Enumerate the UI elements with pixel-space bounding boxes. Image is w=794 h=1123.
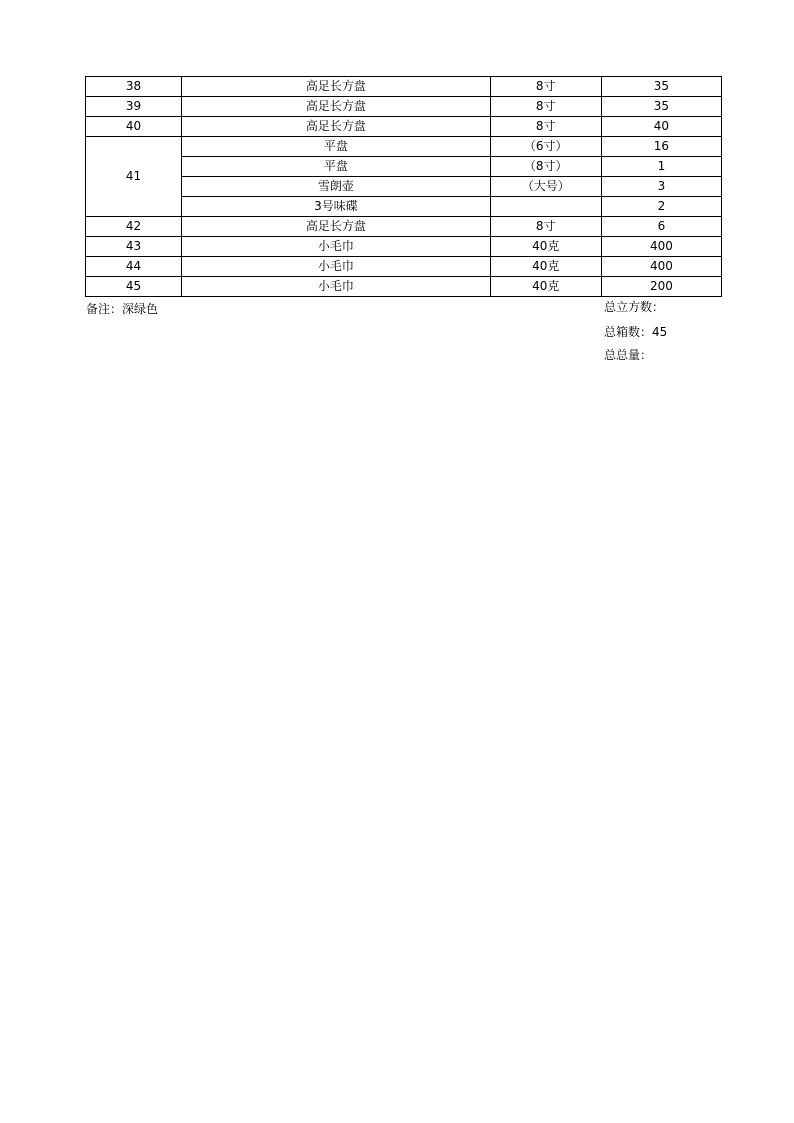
table-row <box>86 257 722 277</box>
item-name-cell: 平盘 <box>182 157 490 177</box>
item-name-cell: 小毛巾 <box>182 257 490 277</box>
row-number-cell: 38 <box>86 77 182 97</box>
item-name-cell: 高足长方盘 <box>182 217 490 237</box>
row-number-cell: 40 <box>86 117 182 137</box>
item-spec-cell: （8寸） <box>490 157 601 177</box>
item-quantity-cell: 400 <box>601 237 721 257</box>
item-quantity-cell: 35 <box>601 77 721 97</box>
table-row <box>86 157 722 177</box>
item-name-cell: 小毛巾 <box>182 237 490 257</box>
table-row <box>86 237 722 257</box>
row-number-cell: 44 <box>86 257 182 277</box>
item-quantity-cell: 3 <box>601 177 721 197</box>
item-name-cell: 雪朗壶 <box>182 177 490 197</box>
table-row <box>86 277 722 297</box>
item-spec-cell: （6寸） <box>490 137 601 157</box>
item-name-cell: 平盘 <box>182 137 490 157</box>
table-row <box>86 137 722 157</box>
table-row <box>86 117 722 137</box>
table-row <box>86 97 722 117</box>
row-number-cell: 42 <box>86 217 182 237</box>
item-name-cell: 高足长方盘 <box>182 97 490 117</box>
item-spec-cell <box>490 197 601 217</box>
item-spec-cell: （大号） <box>490 177 601 197</box>
item-spec-cell: 8寸 <box>490 217 601 237</box>
item-quantity-cell: 40 <box>601 117 721 137</box>
row-number-cell: 41 <box>86 137 182 217</box>
item-spec-cell: 40克 <box>490 237 601 257</box>
total-weight-label: 总总量： <box>604 348 653 362</box>
item-name-cell: 小毛巾 <box>182 277 490 297</box>
item-spec-cell: 8寸 <box>490 117 601 137</box>
item-quantity-cell: 6 <box>601 217 721 237</box>
item-spec-cell: 8寸 <box>490 97 601 117</box>
item-quantity-cell: 2 <box>601 197 721 217</box>
total-boxes-label: 总箱数：45 <box>604 325 668 339</box>
remark-note: 备注：深绿色 <box>86 302 159 316</box>
table-row <box>86 177 722 197</box>
table-row <box>86 197 722 217</box>
table-row <box>86 217 722 237</box>
item-quantity-cell: 1 <box>601 157 721 177</box>
table-row <box>86 77 722 97</box>
item-quantity-cell: 16 <box>601 137 721 157</box>
item-spec-cell: 8寸 <box>490 77 601 97</box>
item-spec-cell: 40克 <box>490 277 601 297</box>
item-name-cell: 3号味碟 <box>182 197 490 217</box>
row-number-cell: 39 <box>86 97 182 117</box>
item-name-cell: 高足长方盘 <box>182 117 490 137</box>
row-number-cell: 43 <box>86 237 182 257</box>
item-quantity-cell: 200 <box>601 277 721 297</box>
row-number-cell: 45 <box>86 277 182 297</box>
packing-list-table <box>85 76 722 297</box>
item-spec-cell: 40克 <box>490 257 601 277</box>
item-quantity-cell: 400 <box>601 257 721 277</box>
total-volume-label: 总立方数： <box>604 300 665 314</box>
item-name-cell: 高足长方盘 <box>182 77 490 97</box>
item-quantity-cell: 35 <box>601 97 721 117</box>
